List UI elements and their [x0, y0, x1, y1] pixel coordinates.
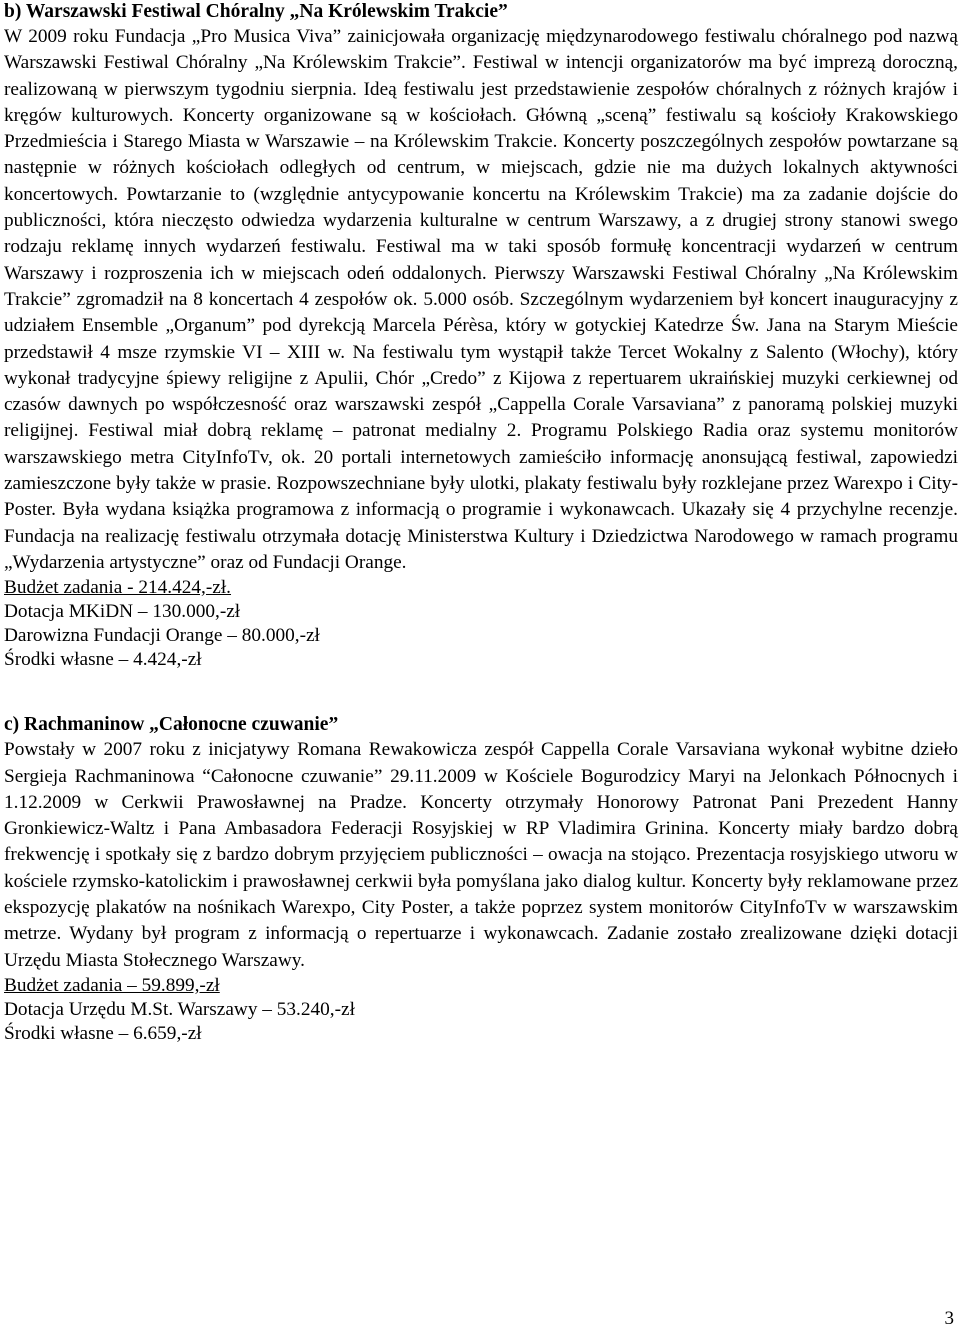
- section-b: [4, 0, 958, 672]
- section-b-heading: b) Warszawski Festiwal Chóralny „Na Królewskim Trakcie”: [4, 1, 508, 22]
- section-c: [4, 713, 958, 1046]
- section-b-budget-line-3: Środki własne – 4.424,-zł: [4, 649, 202, 671]
- section-c-budget: Budżet zadania – 59.899,-zł: [4, 974, 220, 996]
- section-b-budget-line-2: Darowizna Fundacji Orange – 80.000,-zł: [4, 625, 320, 647]
- document-page: [4, 0, 958, 1046]
- section-c-budget-line-1: Dotacja Urzędu M.St. Warszawy – 53.240,-zł: [4, 998, 355, 1020]
- section-c-heading: c) Rachmaninow „Całonocne czuwanie”: [4, 714, 339, 736]
- section-b-budget: Budżet zadania - 214.424,-zł.: [4, 577, 232, 599]
- section-c-body: Powstały w 2007 roku z inicjatywy Romana Rewakowicza zespół Cappella Corale Varsaviana wykonał wybitne dzieło Sergieja Rachmaninowa “Całonocne czuwanie” 29.11.2009 w Kościele Bogurodzicy Maryi na Jelonkach Północnych i 1.12.2009 w Cerkwii Prawosławnej na Pradze. Koncerty otrzymały Honorowy Patronat Pani Prezedent Hanny Gronkiewicz-Waltz i Pana Ambasadora Federacji Rosyjskiej w RP Vladimira Grinina. Koncerty miały bardzo dobrą frekwencję i spotkały się z bardzo dobrym przyjęciem publiczności – owacja na stojąco. Prezentacja rosyjskiego utworu w kościele rzymsko-katolickim i prawosławnej cerkwii była pomyślana jako dialog kultur. Koncerty były reklamowane przez ekspozycję plakatów na nośnikach Warexpo, City Poster, a także poprzez system monitorów CityInfoTv w warszawskim metrze. Wydany był program z informacją o repertuarze i wykonawcach. Zadanie zostało zrealizowane dzięki dotacji Urzędu Miasta Stołecznego Warszawy.: [4, 739, 958, 971]
- page-number: 3: [944, 1308, 954, 1329]
- section-b-body: W 2009 roku Fundacja „Pro Musica Viva” zainicjowała organizację międzynarodowego festiwalu chóralnego pod nazwą Warszawski Festiwal Chóralny „Na Królewskim Trakcie”. Festiwal w intencji organizatorów ma być imprezą doroczną, realizowaną w pierwszym tygodniu sierpnia. Ideą festiwalu jest przedstawienie zespołów chóralnych z różnych krajów i kręgów kulturowych. Koncerty organizowane są w kościołach. Główną „sceną” festiwalu są kościoły Krakowskiego Przedmieścia i Starego Miasta w Warszawie – na Królewskim Trakcie. Koncerty poszczególnych zespołów powtarzane są następnie w różnych kościołach odległych od centrum, w miejscach, gdzie nie ma dużych lokalnych aktywności koncertowych. Powtarzanie to (względnie antycypowanie koncertu na Królewskim Trakcie) ma za zadanie dojście do publiczności, która nieczęsto odwiedza wydarzenia kulturalne w centrum Warszawy, a z drugiej strony stanowi swego rodzaju reklamę innych wydarzeń festiwalu. Festiwal ma w taki sposób formułę koncentracji wydarzeń w centrum Warszawy i rozproszenia ich w miejscach odeń oddalonych. Pierwszy Warszawski Festiwal Chóralny „Na Królewskim Trakcie” zgromadził na 8 koncertach 4 zespołów ok. 5.000 osób. Szczególnym wydarzeniem był koncert inauguracyjny z udziałem Ensemble „Organum” pod dyrekcją Marcela Pérèsa, który w gotyckiej Katedrze Św. Jana na Starym Mieście przedstawił 4 msze rzymskie VI – XIII w. Na festiwalu tym wystąpił także Tercet Wokalny z Salento (Włochy), który wykonał tradycyjne śpiewy religijne z Apulii, Chór „Credo” z Kijowa z repertuarem ukraińskiej muzyki cerkiewnej od czasów dawnych po współczesność oraz warszawski zespół „Cappella Corale Varsaviana” z panoramą polskiej muzyki religijnej. Festiwal miał dobrą reklamę – patronat medialny 2. Programu Polskiego Radia oraz systemu monitorów warszawskiego metra CityInfoTv, ok. 20 portali internetowych zamieściło informację anonsującą festiwal, zapowiedzi zamieszczone były także w prasie. Rozpowszechniane były ulotki, plakaty festiwalu były rozklejane przez Warexpo i City-Poster. Była wydana książka programowa z informacją o programie i wykonawcach. Ukazały się 4 przychylne recenzje. Fundacja na realizację festiwalu otrzymała dotację Ministerstwa Kultury i Dziedzictwa Narodowego w ramach programu „Wydarzenia artystyczne” oraz od Fundacji Orange.: [4, 26, 958, 573]
- section-c-budget-line-2: Środki własne – 6.659,-zł: [4, 1022, 202, 1044]
- section-b-budget-line-1: Dotacja MKiDN – 130.000,-zł: [4, 601, 241, 623]
